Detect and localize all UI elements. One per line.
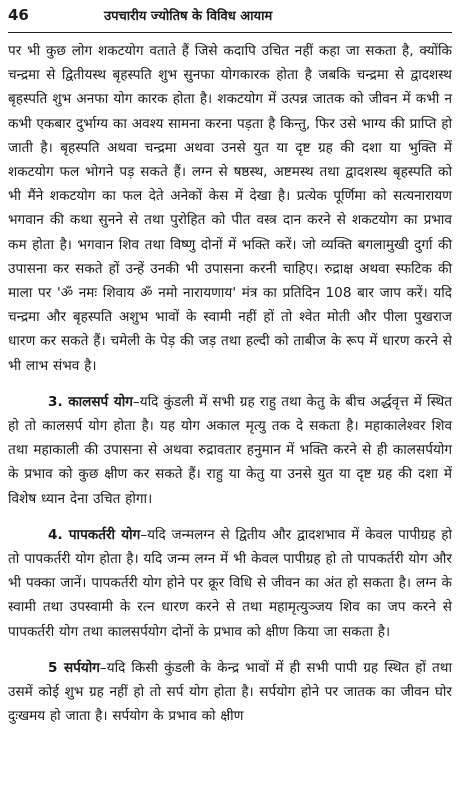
- paragraph-kalsarp-yoga: [8, 390, 452, 511]
- section-title: 5 सर्पयोग: [48, 659, 100, 676]
- running-head: उपचारीय ज्योतिष के विविध आयाम: [104, 9, 273, 24]
- section-title: 4. पापकर्तरी योग: [48, 526, 141, 543]
- paragraph-shakat-yoga: [8, 39, 452, 378]
- page-header: [8, 6, 452, 33]
- paragraph-text: –यदि किसी कुंडली के केन्द्र भावों में ही सभी पापी ग्रह स्थित हों तथा उसमें कोई शुभ ग्रह नहीं हो तो सर्प योग होता है। सर्पयोग होने पर जातक का जीवन घोर दुःखमय हो जाता है। सर्पयोग के प्रभाव को क्षीण: [8, 659, 452, 725]
- page-number: 46: [8, 6, 29, 24]
- paragraph-sarp-yoga: [8, 656, 452, 729]
- paragraph-papkartari-yoga: [8, 523, 452, 644]
- body-text: [8, 39, 452, 728]
- paragraph-text: –यदि कुंडली में सभी ग्रह राहु तथा केतु के बीच अर्द्धवृत्त में स्थित हो तो कालसर्प योग होता है। यह योग अकाल मृत्यु तक दे सकता है। महाकालेश्वर शिव तथा महाकाली की उपासना से अथवा रुद्रावतार हनुमान में भक्ति करने से ही कालसर्पयोग के प्रभाव को कुछ क्षीण कर सकते हैं। राहु या केतु या उनसे युत या दृष्ट ग्रह की दशा में विशेष ध्यान देना उचित होगा।: [8, 393, 452, 507]
- paragraph-text: पर भी कुछ लोग शकटयोग वताते हैं जिसे कदापि उचित नहीं कहा जा सकता है, क्योंकि चन्द्रमा से द्वितीयस्थ बृहस्पति शुभ सुनफा योगकारक होता है जबकि चन्द्रमा से द्वादशस्थ बृहस्पति शुभ अनफा योग कारक होता है। शकटयोग में उत्पन्न जातक को जीवन में कभी न कभी एकबार दुर्भाग्य का अवश्य सामना करना पड़ता है किन्तु, फिर उसे भाग्य की प्राप्ति हो जाती है। बृहस्पति अथवा चन्द्रमा अथवा उनसे युत या दृष्ट ग्रह की दशा या भुक्ति में शकटयोग फल भोगने पड़ सकते हैं। लग्न से षष्ठस्थ, अष्टमस्थ तथा द्वादशस्थ बृहस्पति को भी मैंने शकटयोग का फल देते अनेकों केस में देखा है। प्रत्येक पूर्णिमा को सत्यनारायण भगवान की कथा सुनने से तथा पुरोहित को पीत वस्त्र दान करने से शकटयोग का प्रभाव कम होता है। भगवान शिव तथा विष्णु दोनों में भक्ति करें। जो व्यक्ति बगलामुखी दुर्गा की उपासना कर सकते हों उन्हें उनकी भी उपासना करनी चाहिए। रुद्राक्ष अथवा स्फटिक की माला पर 'ॐ नमः शिवाय ॐ नमो नारायणाय' मंत्र का प्रतिदिन 108 बार जाप करें। यदि चन्द्रमा और बृहस्पति अशुभ भावों के स्वामी नहीं हों तो श्वेत मोती और पीला पुखराज धारण कर सकते हैं। चमेली के पेड़ की जड़ तथा हल्दी को ताबीज के रूप में धारण करने से भी लाभ संभव है।: [8, 43, 452, 374]
- paragraph-text: –यदि जन्मलग्न से द्वितीय और द्वादशभाव में केवल पापीग्रह हो तो पापकर्तरी योग होता है। यदि जन्म लग्न में भी केवल पापीग्रह हो तो पापकर्तरी योग और भी पक्का जानें। पापकर्तरी योग होने पर क्रूर विधि से जीवन का अंत हो सकता है। लग्न के स्वामी तथा उपस्वामी के रत्न धारण करने से तथा महामृत्युञ्जय शिव का जप करने से पापकर्तरी योग तथा कालसर्पयोग दोनों के प्रभाव को क्षीण किया जा सकता है।: [8, 526, 453, 640]
- section-title: 3. कालसर्प योग: [48, 393, 133, 410]
